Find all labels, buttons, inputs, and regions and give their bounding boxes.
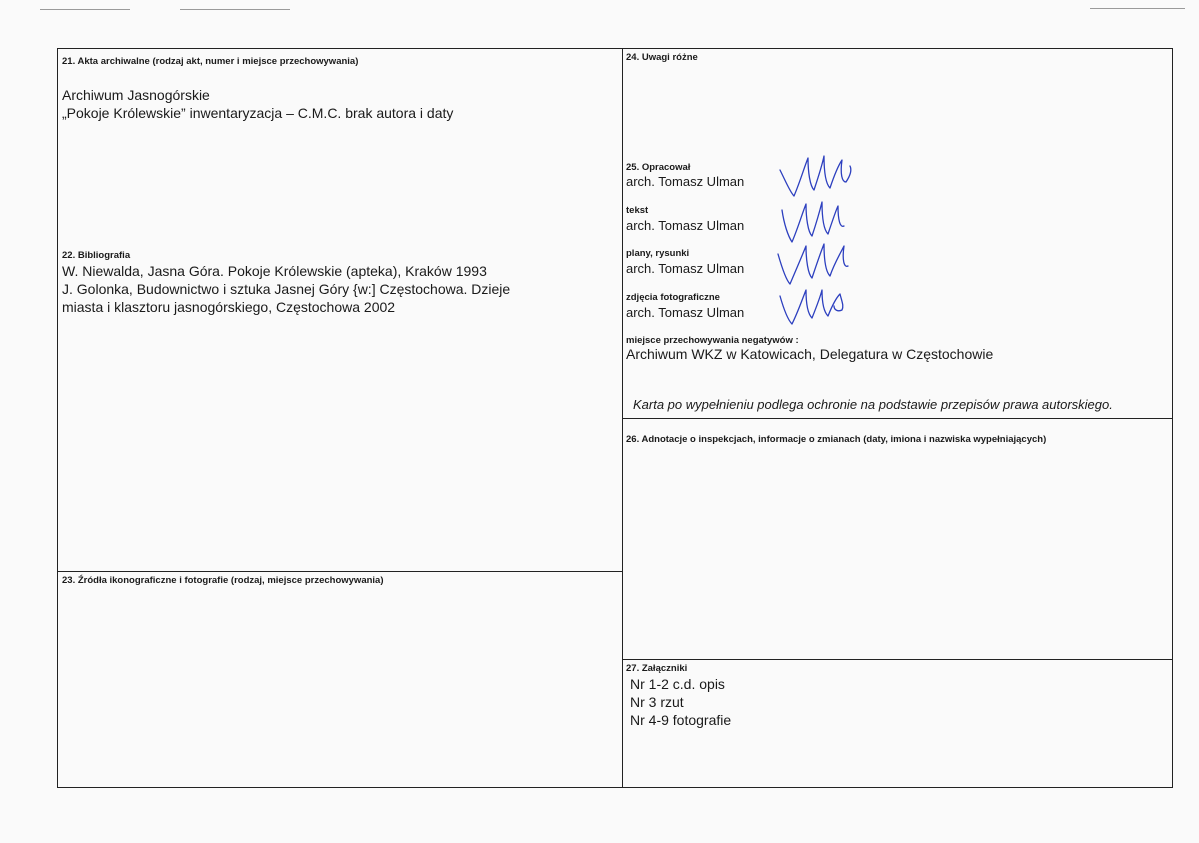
section-21-line-2: „Pokoje Królewskie” inwentaryzacja – C.M.C. brak autora i daty	[62, 105, 454, 121]
section-22-label: 22. Bibliografia	[62, 250, 131, 261]
photos-author: arch. Tomasz Ulman	[626, 305, 745, 320]
signature-4	[772, 282, 862, 328]
section-divider-27	[622, 659, 1173, 660]
bibliography-line-3: miasta i klasztoru jasnogórskiego, Częstochowa 2002	[62, 299, 396, 315]
section-divider-23	[57, 571, 622, 572]
negatives-location: Archiwum WKZ w Katowicach, Delegatura w Częstochowie	[626, 346, 994, 362]
section-23-label: 23. Źródła ikonograficzne i fotografie (rodzaj, miejsce przechowywania)	[62, 575, 384, 586]
attachment-line-3: Nr 4-9 fotografie	[630, 712, 732, 728]
photos-label: zdjęcia fotograficzne	[626, 292, 720, 303]
bibliography-line-1: W. Niewalda, Jasna Góra. Pokoje Królewskie (apteka), Kraków 1993	[62, 263, 487, 279]
negatives-label: miejsce przechowywania negatywów :	[626, 335, 799, 346]
section-24-label: 24. Uwagi różne	[626, 52, 698, 63]
section-27-label: 27. Załączniki	[626, 663, 688, 674]
attachment-line-2: Nr 3 rzut	[630, 694, 684, 710]
section-26-label: 26. Adnotacje o inspekcjach, informacje o zmianach (daty, imiona i nazwiska wypełniających)	[626, 434, 1047, 445]
text-label: tekst	[626, 205, 649, 216]
signature-3	[772, 238, 862, 288]
bibliography-line-2: J. Golonka, Budownictwo i sztuka Jasnej Góry {w:] Częstochowa. Dzieje	[62, 281, 511, 297]
drawings-author: arch. Tomasz Ulman	[626, 261, 745, 276]
drawings-label: plany, rysunki	[626, 248, 690, 259]
copyright-note: Karta po wypełnieniu podlega ochronie na podstawie przepisów prawa autorskiego.	[633, 397, 1113, 412]
author-name: arch. Tomasz Ulman	[626, 174, 745, 189]
scan-mark	[40, 9, 130, 10]
section-21-line-1: Archiwum Jasnogórskie	[62, 87, 210, 103]
section-divider-26	[622, 418, 1173, 419]
scan-mark	[1090, 8, 1185, 9]
section-21-label: 21. Akta archiwalne (rodzaj akt, numer i miejsce przechowywania)	[62, 56, 359, 67]
text-author: arch. Tomasz Ulman	[626, 218, 745, 233]
attachment-line-1: Nr 1-2 c.d. opis	[630, 676, 725, 692]
scan-mark	[180, 9, 290, 10]
section-25-label: 25. Opracował	[626, 162, 691, 173]
signature-1	[772, 152, 862, 202]
